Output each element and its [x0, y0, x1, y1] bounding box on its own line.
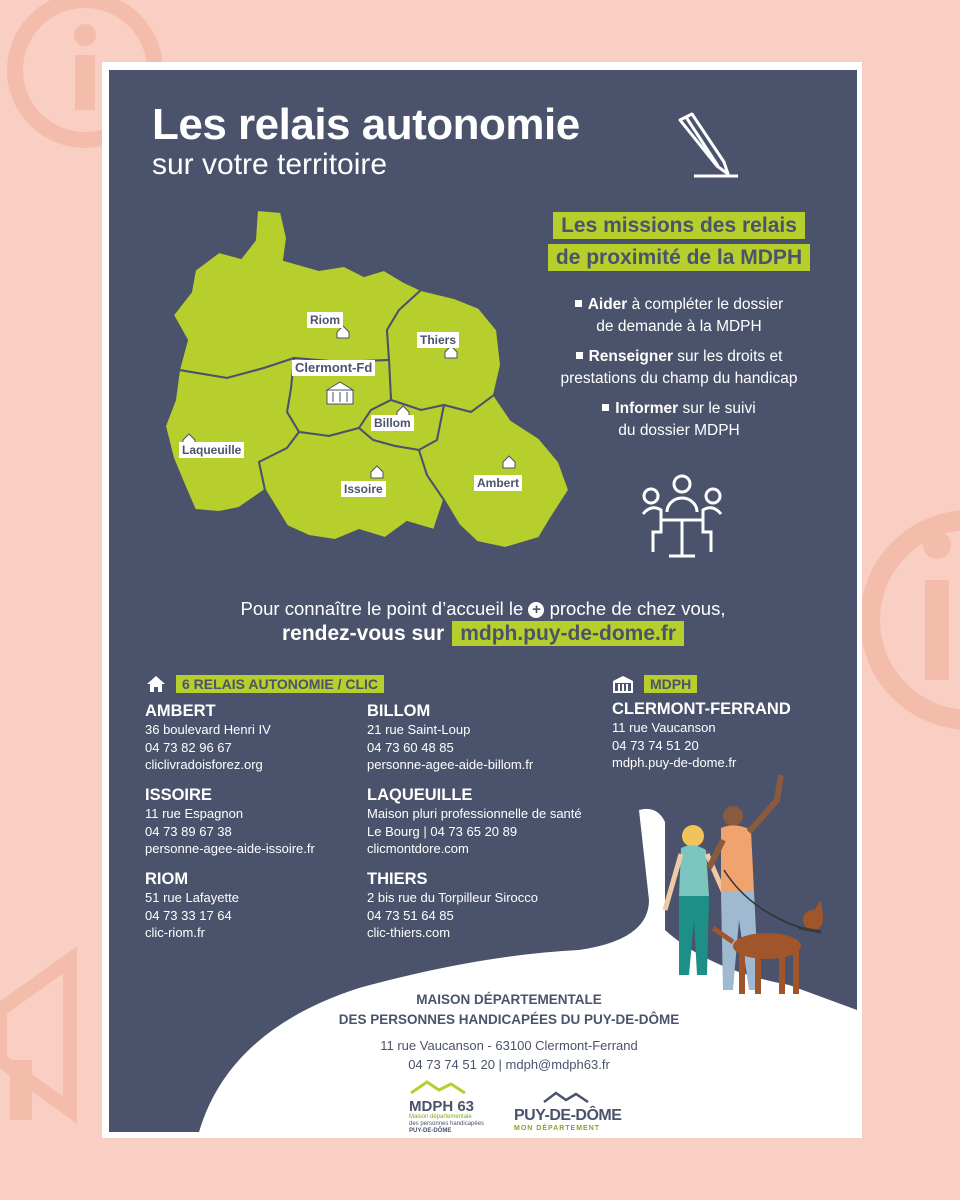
map-label-ambert: Ambert: [474, 475, 522, 491]
mission-item: Informer sur le suivi du dossier MDPH: [519, 398, 839, 442]
map-label-billom: Billom: [371, 415, 414, 431]
footer-org: MAISON DÉPARTEMENTALE DES PERSONNES HANDICAPÉES DU PUY-DE-DÔME: [338, 992, 680, 1027]
cta-line: rendez-vous sur mdph.puy-de-dome.fr: [109, 622, 857, 646]
map-label-issoire: Issoire: [341, 481, 386, 497]
mdph63-logo: MDPH 63 Maison départementale des personnes handicapées PUY-DE-DÔME: [409, 1080, 484, 1132]
relais-entry-laqueuille: LAQUEUILLE Maison pluri professionnelle de santé Le Bourg | 04 73 65 20 89 clicmontdore.com: [367, 786, 582, 856]
mission-item: Aider à compléter le dossier de demande à la MDPH: [519, 294, 839, 338]
map-label-thiers: Thiers: [417, 332, 459, 348]
poster: [102, 62, 862, 1138]
mountain-icon: [409, 1080, 479, 1094]
footer-contact: 11 rue Vaucanson - 63100 Clermont-Ferrand 04 73 74 51 20 | mdph@mdph63.fr: [380, 1038, 638, 1072]
page-title: Les relais autonomie: [152, 100, 580, 149]
relais-entry-billom: BILLOM 21 rue Saint-Loup 04 73 60 48 85 personne-agee-aide-billom.fr: [367, 702, 534, 772]
relais-entry-thiers: THIERS 2 bis rue du Torpilleur Sirocco 04 73 51 64 85 clic-thiers.com: [367, 870, 539, 940]
mission-item: Renseigner sur les droits et prestations du champ du handicap: [560, 348, 798, 387]
mountain-icon: [542, 1091, 602, 1103]
map-label-riom: Riom: [307, 312, 343, 328]
page-subtitle: sur votre territoire: [152, 148, 388, 181]
info-bubble-icon: [860, 470, 960, 770]
missions-heading: Les missions des relais de proximité de la MDPH: [529, 210, 829, 274]
relais-entry-riom: RIOM 51 rue Lafayette 04 73 33 17 64 clic-riom.fr: [145, 870, 239, 940]
mdph-entry-clermont: CLERMONT-FERRAND 11 rue Vaucanson 04 73 74 51 20 mdph.puy-de-dome.fr: [612, 700, 791, 770]
map-label-clermont: Clermont-Fd: [292, 360, 375, 376]
plus-icon: +: [528, 602, 544, 618]
poster-panel: [109, 70, 857, 1132]
website-link[interactable]: mdph.puy-de-dome.fr: [452, 621, 684, 646]
relais-entry-issoire: ISSOIRE 11 rue Espagnon 04 73 89 67 38 personne-agee-aide-issoire.fr: [145, 786, 315, 856]
map-label-laqueuille: Laqueuille: [179, 442, 244, 458]
megaphone-icon: [0, 940, 100, 1140]
relais-header: 6 RELAIS AUTONOMIE / CLIC: [146, 675, 384, 693]
puy-de-dome-logo: PUY-DE-DÔME MON DÉPARTEMENT: [514, 1090, 621, 1132]
hill-illustration: [109, 70, 857, 1132]
mdph-header: MDPH: [612, 675, 697, 693]
relais-entry-ambert: AMBERT 36 boulevard Henri IV 04 73 82 96 67 cliclivradoisforez.org: [145, 702, 271, 772]
cta-text: Pour connaître le point d’accueil le + proche de chez vous,: [240, 598, 726, 619]
